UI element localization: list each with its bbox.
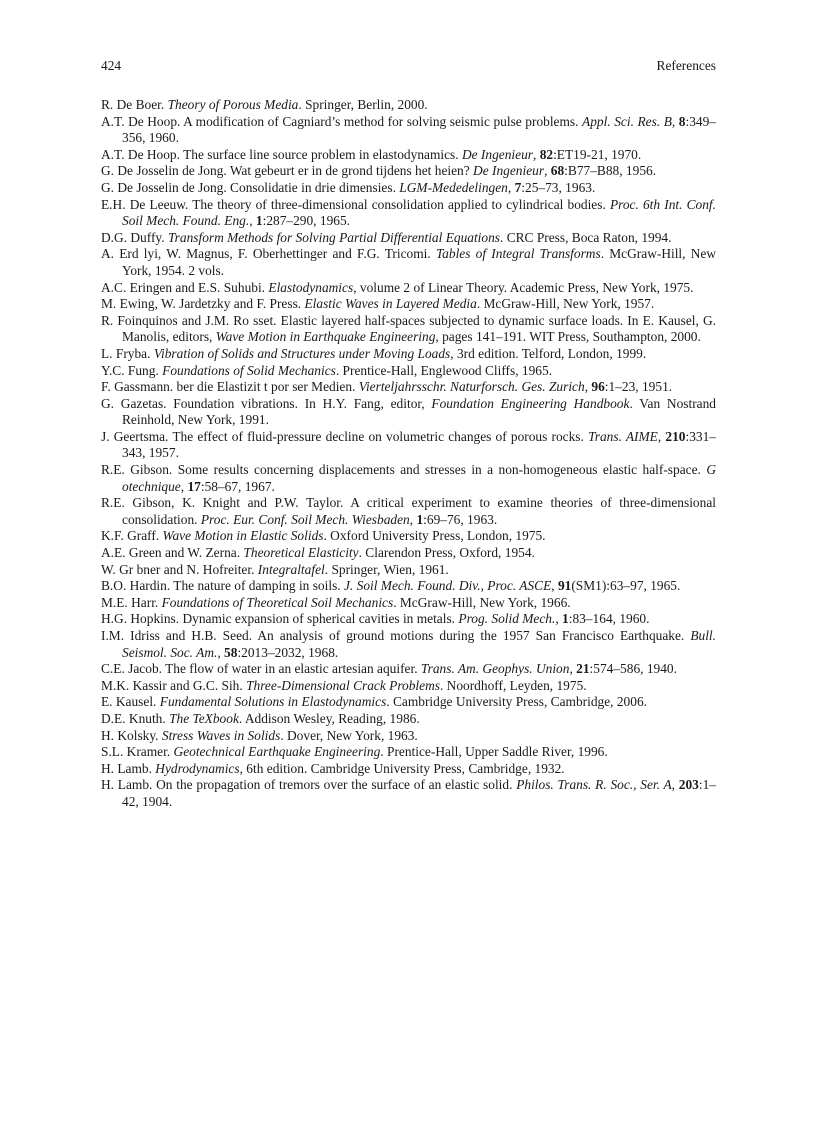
reference-text: . Van Nostrand Reinhold, New York, 1991. bbox=[122, 395, 716, 428]
page-number: 424 bbox=[101, 58, 122, 73]
reference-title: Transform Methods for Solving Partial Differential Equations bbox=[167, 229, 500, 245]
reference-text: , pages 141–191. WIT Press, Southampton, 2000. bbox=[435, 329, 701, 345]
reference-text: . Prentice-Hall, Upper Saddle River, 1996. bbox=[380, 744, 608, 760]
reference-text: , bbox=[584, 379, 592, 395]
reference-text: H. Lamb. On the propagation of tremors over the surface of an elastic solid. bbox=[101, 777, 517, 793]
reference-text: :1–23, 1951. bbox=[604, 379, 673, 395]
reference-entry bbox=[101, 595, 716, 612]
reference-text: , bbox=[249, 213, 256, 229]
reference-text: . Noordhoff, Leyden, 1975. bbox=[439, 677, 587, 693]
reference-title: Prog. Solid Mech. bbox=[458, 611, 556, 627]
reference-volume: 203 bbox=[678, 777, 699, 793]
reference-text: . Prentice-Hall, Englewood Cliffs, 1965. bbox=[335, 362, 553, 378]
reference-title: Vibration of Solids and Structures under Moving Loads bbox=[153, 345, 451, 361]
reference-text: A.E. Green and W. Zerna. bbox=[101, 545, 244, 561]
reference-entry bbox=[101, 528, 716, 545]
reference-title: Theory of Porous Media bbox=[167, 97, 299, 112]
reference-text: . Addison Wesley, Reading, 1986. bbox=[238, 710, 420, 726]
reference-entry bbox=[101, 661, 716, 678]
reference-text: M. Ewing, W. Jardetzky and F. Press. bbox=[101, 296, 305, 312]
reference-entry bbox=[101, 462, 716, 495]
reference-text: , bbox=[180, 478, 188, 494]
reference-entry bbox=[101, 97, 716, 114]
reference-text: G. De Josselin de Jong. Wat gebeurt er in de grond tijdens het heien? bbox=[101, 163, 474, 179]
reference-text: . Oxford University Press, London, 1975. bbox=[323, 528, 546, 544]
reference-text: . McGraw-Hill, New York, 1954. 2 vols. bbox=[122, 246, 717, 278]
page-header bbox=[101, 58, 716, 76]
reference-text: R. Foinquinos and J.M. Ro sset. Elastic layered half-spaces subjected to dynamic surface loads. In E. Kausel, G. Manolis, editors, bbox=[101, 312, 716, 345]
reference-entry bbox=[101, 147, 716, 164]
reference-title: De Ingenieur bbox=[461, 146, 533, 162]
reference-text: :349–356, 1960. bbox=[122, 113, 717, 146]
reference-title: Foundation Engineering Handbook bbox=[431, 395, 630, 411]
reference-text: M.K. Kassir and G.C. Sih. bbox=[101, 677, 247, 693]
reference-title: Bull. Seismol. Soc. Am. bbox=[122, 628, 716, 660]
reference-text: G. De Josselin de Jong. Consolidatie in drie dimensies. bbox=[101, 179, 400, 195]
reference-title: Proc. 6th Int. Conf. Soil Mech. Found. Eng. bbox=[122, 196, 716, 229]
reference-title: Trans. Am. Geophys. Union bbox=[420, 661, 570, 677]
reference-text: , bbox=[671, 777, 679, 793]
reference-entry bbox=[101, 761, 716, 778]
reference-text: H. Lamb. bbox=[101, 760, 156, 776]
reference-title: Foundations of Theoretical Soil Mechanics bbox=[161, 594, 394, 610]
reference-title: Hydrodynamics bbox=[155, 760, 240, 776]
reference-volume: 17 bbox=[187, 478, 201, 494]
reference-text: , bbox=[544, 163, 551, 179]
reference-title: Integraltafel bbox=[257, 561, 325, 577]
reference-entry bbox=[101, 628, 716, 661]
reference-text: . CRC Press, Boca Raton, 1994. bbox=[500, 229, 672, 245]
reference-title: Trans. AIME bbox=[588, 428, 658, 444]
reference-title: Elastodynamics bbox=[268, 279, 354, 295]
reference-volume: 96 bbox=[591, 379, 605, 395]
reference-text: , bbox=[555, 611, 563, 627]
running-head: References bbox=[656, 58, 716, 73]
reference-volume: 1 bbox=[255, 213, 263, 229]
reference-text: , bbox=[409, 511, 417, 527]
reference-entry bbox=[101, 230, 716, 247]
reference-title: Three-Dimensional Crack Problems bbox=[246, 677, 440, 693]
reference-volume: 1 bbox=[562, 611, 569, 627]
reference-title: Geotechnical Earthquake Engineering bbox=[173, 744, 381, 760]
reference-title: J. Soil Mech. Found. Div., Proc. ASCE bbox=[343, 578, 552, 594]
reference-text: . Springer, Wien, 1961. bbox=[324, 561, 449, 577]
reference-text: B.O. Hardin. The nature of damping in soils. bbox=[101, 578, 344, 594]
reference-text: , bbox=[569, 661, 577, 677]
reference-entry bbox=[101, 611, 716, 628]
reference-entry bbox=[101, 578, 716, 595]
reference-entry bbox=[101, 363, 716, 380]
reference-volume: 1 bbox=[416, 511, 424, 527]
reference-text: :58–67, 1967. bbox=[200, 478, 275, 494]
reference-title: Wave Motion in Earthquake Engineering bbox=[215, 329, 436, 345]
reference-text: D.E. Knuth. bbox=[101, 710, 170, 726]
reference-entry bbox=[101, 163, 716, 180]
reference-title: Appl. Sci. Res. B bbox=[582, 113, 672, 129]
reference-title: Fundamental Solutions in Elastodynamics bbox=[159, 694, 387, 710]
reference-volume: 21 bbox=[576, 661, 590, 677]
reference-title: Stress Waves in Solids bbox=[161, 727, 281, 743]
reference-title: Proc. Eur. Conf. Soil Mech. Wiesbaden bbox=[200, 511, 410, 527]
reference-title: G otechnique bbox=[122, 462, 716, 494]
reference-title: Theoretical Elasticity bbox=[243, 545, 359, 561]
reference-text: , bbox=[671, 113, 679, 129]
reference-text: . Dover, New York, 1963. bbox=[280, 727, 418, 743]
reference-title: Vierteljahrsschr. Naturforsch. Ges. Zurich bbox=[358, 379, 585, 395]
reference-text: H.G. Hopkins. Dynamic expansion of spherical cavities in metals. bbox=[101, 611, 459, 627]
reference-text: D.G. Duffy. bbox=[101, 229, 168, 245]
reference-entry bbox=[101, 346, 716, 363]
reference-text: R. De Boer. bbox=[101, 97, 168, 112]
reference-volume: 68 bbox=[550, 163, 565, 179]
reference-text: J. Geertsma. The effect of fluid-pressure decline on volumetric changes of porous rocks. bbox=[101, 428, 589, 444]
reference-entry bbox=[101, 429, 716, 462]
reference-title: Elastic Waves in Layered Media bbox=[304, 296, 477, 312]
reference-entry bbox=[101, 694, 716, 711]
reference-text: :ET19-21, 1970. bbox=[553, 146, 642, 162]
reference-text: . McGraw-Hill, New York, 1957. bbox=[476, 296, 655, 312]
reference-entry bbox=[101, 114, 716, 147]
reference-text: C.E. Jacob. The flow of water in an elastic artesian aquifer. bbox=[101, 661, 421, 677]
reference-volume: 210 bbox=[665, 428, 686, 444]
reference-text: :287–290, 1965. bbox=[262, 213, 351, 229]
reference-text: :83–164, 1960. bbox=[568, 611, 650, 627]
reference-text: R.E. Gibson, K. Knight and P.W. Taylor. A critical experiment to examine theories of three-dimensional consolidation. bbox=[101, 495, 716, 527]
reference-text: , volume 2 of Linear Theory. Academic Press, New York, 1975. bbox=[353, 279, 694, 295]
reference-text: . Clarendon Press, Oxford, 1954. bbox=[358, 545, 535, 561]
reference-text: , 6th edition. Cambridge University Press, Cambridge, 1932. bbox=[239, 760, 565, 776]
reference-list bbox=[101, 97, 716, 811]
reference-text: . Springer, Berlin, 2000. bbox=[298, 97, 428, 112]
reference-text: Y.C. Fung. bbox=[101, 362, 163, 378]
reference-entry bbox=[101, 246, 716, 279]
reference-entry bbox=[101, 313, 716, 346]
reference-entry bbox=[101, 495, 716, 528]
reference-entry bbox=[101, 296, 716, 313]
reference-text: E.H. De Leeuw. The theory of three-dimensional consolidation applied to cylindrical bodies. bbox=[101, 196, 610, 212]
reference-text: A. Erd lyi, W. Magnus, F. Oberhettinger and F.G. Tricomi. bbox=[101, 246, 436, 262]
reference-text: I.M. Idriss and H.B. Seed. An analysis of ground motions during the 1957 San Francisco Earthquake. bbox=[101, 628, 691, 643]
reference-title: Tables of Integral Transforms bbox=[435, 246, 601, 262]
reference-volume: 82 bbox=[539, 146, 554, 162]
reference-volume: 8 bbox=[678, 113, 686, 129]
reference-entry bbox=[101, 396, 716, 429]
reference-entry bbox=[101, 678, 716, 695]
reference-entry bbox=[101, 180, 716, 197]
reference-text: , bbox=[217, 644, 225, 660]
reference-text: R.E. Gibson. Some results concerning displacements and stresses in a non-homogeneous elastic half-space. bbox=[101, 462, 707, 478]
reference-text: :25–73, 1963. bbox=[521, 179, 596, 195]
reference-text: A.C. Eringen and E.S. Suhubi. bbox=[101, 279, 269, 295]
reference-text: , bbox=[551, 578, 558, 594]
reference-entry bbox=[101, 197, 716, 230]
reference-entry bbox=[101, 280, 716, 297]
reference-text: :1–42, 1904. bbox=[122, 777, 716, 809]
reference-text: E. Kausel. bbox=[101, 694, 160, 710]
reference-text: , bbox=[532, 146, 540, 162]
reference-title: The TeXbook bbox=[169, 710, 239, 726]
reference-text: . McGraw-Hill, New York, 1966. bbox=[393, 594, 571, 610]
reference-text: :574–586, 1940. bbox=[589, 661, 677, 677]
reference-title: Philos. Trans. R. Soc., Ser. A bbox=[516, 777, 672, 793]
reference-text: , bbox=[507, 179, 515, 195]
reference-volume: 7 bbox=[514, 179, 522, 195]
reference-volume: 58 bbox=[224, 644, 238, 660]
reference-text: K.F. Graff. bbox=[101, 528, 163, 544]
reference-title: Wave Motion in Elastic Solids bbox=[162, 528, 324, 544]
reference-text: L. Fryba. bbox=[101, 345, 154, 361]
reference-text: A.T. De Hoop. A modification of Cagniard’s method for solving seismic pulse problems. bbox=[101, 113, 583, 129]
reference-text: W. Gr bner and N. Hofreiter. bbox=[101, 561, 258, 577]
reference-text: :B77–B88, 1956. bbox=[564, 163, 657, 179]
reference-title: LGM-Mededelingen bbox=[399, 179, 508, 195]
reference-title: De Ingenieur bbox=[473, 163, 545, 179]
reference-text: :2013–2032, 1968. bbox=[237, 644, 339, 660]
reference-text: M.E. Harr. bbox=[101, 594, 162, 610]
reference-text: :331–343, 1957. bbox=[122, 428, 716, 461]
reference-text: , bbox=[657, 428, 666, 444]
reference-entry bbox=[101, 562, 716, 579]
reference-entry bbox=[101, 379, 716, 396]
reference-text: G. Gazetas. Foundation vibrations. In H.Y. Fang, editor, bbox=[101, 395, 432, 411]
reference-entry bbox=[101, 545, 716, 562]
reference-text: (SM1):63–97, 1965. bbox=[571, 578, 681, 594]
reference-text: , 3rd edition. Telford, London, 1999. bbox=[450, 345, 647, 361]
reference-entry bbox=[101, 744, 716, 761]
reference-text: A.T. De Hoop. The surface line source problem in elastodynamics. bbox=[101, 146, 462, 162]
reference-title: Foundations of Solid Mechanics bbox=[162, 362, 336, 378]
reference-volume: 91 bbox=[557, 578, 572, 594]
reference-text: S.L. Kramer. bbox=[101, 744, 174, 760]
reference-text: . Cambridge University Press, Cambridge, 2006. bbox=[386, 694, 647, 710]
reference-text: :69–76, 1963. bbox=[423, 511, 498, 527]
reference-text: F. Gassmann. ber die Elastizit t por ser Medien. bbox=[101, 379, 359, 395]
reference-entry bbox=[101, 777, 716, 810]
reference-entry bbox=[101, 711, 716, 728]
reference-entry bbox=[101, 728, 716, 745]
reference-text: H. Kolsky. bbox=[101, 727, 162, 743]
